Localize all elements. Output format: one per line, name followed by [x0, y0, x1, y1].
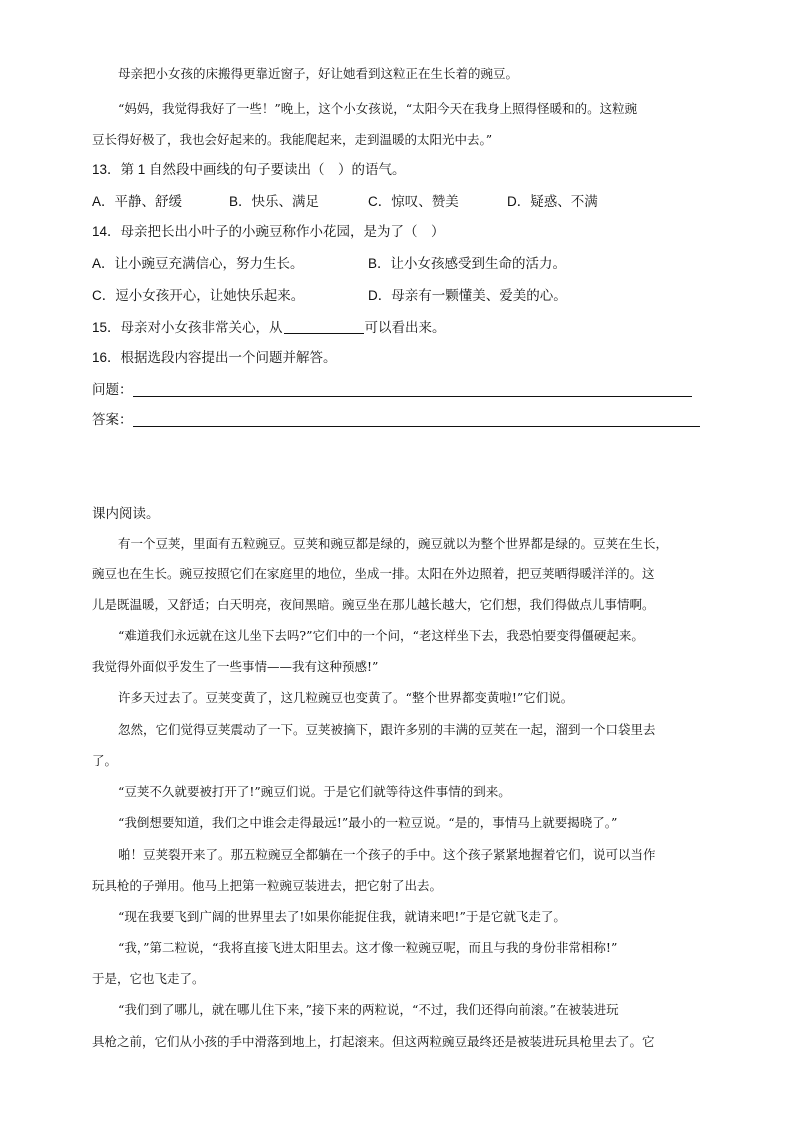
question-15-before: 15．母亲对小女孩非常关心，从: [92, 320, 283, 335]
question-16-question-line[interactable]: [133, 396, 692, 397]
passage2-line-13: “现在我要飞到广阔的世界里去了!如果你能捉住我，就请来吧!”于是它就飞走了。: [118, 909, 566, 924]
passage2-line-9: “豆荚不久就要被打开了!”豌豆们说。于是它们就等待这件事情的到来。: [118, 784, 511, 799]
passage2-line-14: “我，”第二粒说，“我将直接飞进太阳里去。这才像一粒豌豆呢，而且与我的身份非常相称!”: [118, 940, 618, 955]
passage2-line-7: 忽然，它们觉得豆荚震动了一下。豆荚被摘下，跟许多别的丰满的豆荚在一起，溜到一个口袋里去: [118, 722, 656, 737]
passage1-line-2: “妈妈，我觉得我好了一些！”晚上，这个小女孩说，“太阳今天在我身上照得怪暖和的。这粒豌: [118, 101, 638, 116]
passage2-line-8: 了。: [92, 753, 118, 768]
question-13-option-c: C．惊叹、赞美: [368, 194, 459, 209]
passage2-line-11: 啪！豆荚裂开来了。那五粒豌豆全都躺在一个孩子的手中。这个孩子紧紧地握着它们，说可以当作: [118, 847, 656, 862]
question-16-stem: 16．根据选段内容提出一个问题并解答。: [92, 350, 337, 365]
passage2-line-3: 儿是既温暖，又舒适；白天明亮，夜间黑暗。豌豆坐在那儿越长越大，它们想，我们得做点儿事情啊。: [92, 597, 655, 612]
passage2-line-17: 具枪之前，它们从小孩的手中滑落到地上，打起滚来。但这两粒豌豆最终还是被装进玩具枪里去了。它: [92, 1034, 655, 1049]
question-16-question-label: 问题：: [92, 382, 133, 397]
question-13-option-b: B．快乐、满足: [229, 194, 320, 209]
passage2-line-10: “我倒想要知道，我们之中谁会走得最远!”最小的一粒豆说。“是的，事情马上就要揭晓了。”: [118, 815, 618, 830]
passage1-line-3: 豆长得好极了，我也会好起来的。我能爬起来，走到温暖的太阳光中去。”: [92, 132, 493, 147]
question-14-option-c: C．逗小女孩开心，让她快乐起来。: [92, 288, 305, 303]
passage2-line-2: 豌豆也在生长。豌豆按照它们在家庭里的地位，坐成一排。太阳在外边照着，把豆荚晒得暖洋洋的。这: [92, 566, 655, 581]
passage2-line-16: “我们到了哪儿，就在哪儿住下来，”接下来的两粒说，“不过，我们还得向前滚。”在被装进玩: [118, 1002, 619, 1017]
question-14-option-b: B．让小女孩感受到生命的活力。: [368, 256, 567, 271]
question-14-stem: 14．母亲把长出小叶子的小豌豆称作小花园，是为了（ ）: [92, 224, 445, 239]
passage2-line-5: 我觉得外面似乎发生了一些事情——我有这种预感!”: [92, 659, 379, 674]
passage2-line-15: 于是，它也飞走了。: [92, 971, 205, 986]
question-15-after: 可以看出来。: [364, 320, 446, 335]
question-13-option-a: A．平静、舒缓: [92, 194, 183, 209]
passage2-line-12: 玩具枪的子弹用。他马上把第一粒豌豆装进去，把它射了出去。: [92, 878, 443, 893]
question-13-stem: 13．第 1 自然段中画线的句子要读出（ ）的语气。: [92, 162, 406, 177]
section-heading: 课内阅读。: [92, 506, 160, 521]
question-15: [92, 320, 446, 335]
question-16-answer-label: 答案：: [92, 412, 133, 427]
passage2-line-6: 许多天过去了。豆荚变黄了，这几粒豌豆也变黄了。“整个世界都变黄啦!”它们说。: [118, 690, 574, 705]
question-16-answer-line[interactable]: [133, 426, 700, 427]
question-13-option-d: D．疑惑、不满: [507, 194, 598, 209]
passage1-line-1: 母亲把小女孩的床搬得更靠近窗子，好让她看到这粒正在生长着的豌豆。: [118, 66, 519, 81]
question-14-option-d: D．母亲有一颗懂美、爱美的心。: [368, 288, 567, 303]
question-14-option-a: A．让小豌豆充满信心，努力生长。: [92, 256, 304, 271]
passage2-line-4: “难道我们永远就在这儿坐下去吗?”它们中的一个问，“老这样坐下去，我恐怕要变得僵硬起来。: [118, 628, 644, 643]
passage2-line-1: 有一个豆荚，里面有五粒豌豆。豆荚和豌豆都是绿的，豌豆就以为整个世界都是绿的。豆荚在生长，: [118, 536, 669, 551]
question-15-blank[interactable]: [284, 320, 364, 334]
